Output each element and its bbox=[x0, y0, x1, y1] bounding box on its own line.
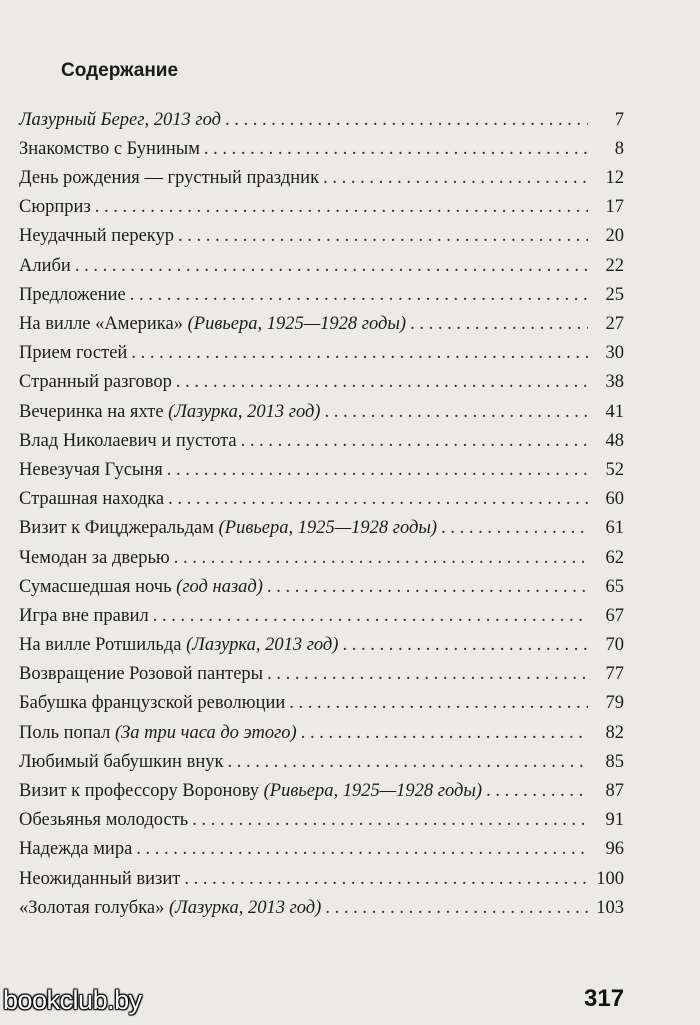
entry-title: Предложение bbox=[19, 284, 126, 305]
entry-page: 38 bbox=[605, 372, 624, 393]
entry-title: Неудачный перекур bbox=[19, 226, 175, 247]
dot-leader bbox=[130, 286, 588, 305]
entry-title: Надежда мира bbox=[19, 839, 133, 860]
entry-page: 82 bbox=[605, 722, 624, 743]
entry-page: 30 bbox=[605, 343, 624, 364]
entry-page: 8 bbox=[614, 138, 624, 159]
entry-title: Странный разговор bbox=[19, 372, 172, 393]
entry-title: Неожиданный визит bbox=[19, 868, 181, 889]
dot-leader bbox=[410, 315, 588, 334]
toc-entry bbox=[19, 452, 624, 481]
dot-leader bbox=[176, 373, 588, 392]
entry-page: 7 bbox=[614, 109, 624, 130]
dot-leader bbox=[168, 490, 588, 509]
dot-leader bbox=[204, 140, 588, 159]
entry-page: 96 bbox=[605, 839, 624, 860]
entry-title: «Золотая голубка» (Лазурка, 2013 год) bbox=[19, 897, 322, 918]
toc-entry bbox=[19, 277, 624, 306]
entry-title: Бабушка французской революции bbox=[19, 693, 286, 714]
dot-leader bbox=[178, 227, 588, 246]
watermark-logo: bookclub.by bbox=[3, 985, 142, 1015]
entry-title: Обезьянья молодость bbox=[19, 810, 189, 831]
dot-leader bbox=[167, 461, 588, 480]
toc-entry bbox=[19, 540, 624, 569]
entry-page: 60 bbox=[605, 489, 624, 510]
toc-entry bbox=[19, 248, 624, 277]
entry-title: Прием гостей bbox=[19, 343, 128, 364]
toc-entry bbox=[19, 598, 624, 627]
toc-entry bbox=[19, 890, 624, 919]
entry-title: Игра вне правил bbox=[19, 605, 149, 626]
dot-leader bbox=[342, 636, 588, 655]
entry-title: На вилле «Америка» (Ривьера, 1925—1928 годы) bbox=[19, 314, 407, 334]
dot-leader bbox=[325, 899, 588, 918]
toc-entry bbox=[19, 715, 624, 744]
dot-leader bbox=[225, 111, 588, 130]
entry-page: 25 bbox=[605, 284, 624, 305]
entry-title: Визит к профессору Воронову (Ривьера, 1925—1928 годы) bbox=[19, 781, 483, 801]
entry-page: 65 bbox=[605, 576, 624, 597]
entry-page: 79 bbox=[605, 693, 624, 714]
dot-leader bbox=[153, 607, 588, 626]
dot-leader bbox=[486, 782, 588, 801]
toc-entry bbox=[19, 832, 624, 861]
entry-title: Любимый бабушкин внук bbox=[19, 751, 224, 772]
dot-leader bbox=[323, 169, 588, 188]
toc-entry bbox=[19, 102, 624, 131]
table-of-contents bbox=[19, 102, 624, 919]
entry-page: 52 bbox=[605, 459, 624, 480]
entry-title: Чемодан за дверью bbox=[19, 547, 170, 568]
entry-page: 77 bbox=[605, 664, 624, 685]
entry-page: 22 bbox=[605, 255, 624, 276]
entry-page: 103 bbox=[596, 897, 624, 918]
toc-entry bbox=[19, 627, 624, 656]
toc-entry bbox=[19, 423, 624, 452]
entry-title: Знакомство с Буниным bbox=[19, 138, 200, 159]
entry-page: 20 bbox=[605, 226, 624, 247]
entry-title: Поль попал (За три часа до этого) bbox=[19, 722, 297, 743]
toc-entry bbox=[19, 686, 624, 715]
dot-leader bbox=[174, 549, 588, 568]
entry-title: Сумасшедшая ночь (год назад) bbox=[19, 576, 263, 597]
toc-entry bbox=[19, 744, 624, 773]
toc-entry bbox=[19, 511, 624, 540]
toc-entry bbox=[19, 336, 624, 365]
entry-page: 62 bbox=[605, 547, 624, 568]
entry-page: 100 bbox=[596, 868, 624, 889]
page-number: 317 bbox=[584, 985, 625, 1012]
dot-leader bbox=[227, 753, 588, 772]
dot-leader bbox=[184, 870, 588, 889]
entry-title: Визит к Фицджеральдам (Ривьера, 1925—1928 годы) bbox=[19, 518, 438, 539]
entry-page: 87 bbox=[605, 781, 624, 801]
entry-title: Вечеринка на яхте (Лазурка, 2013 год) bbox=[19, 401, 321, 422]
dot-leader bbox=[241, 432, 588, 451]
dot-leader bbox=[267, 665, 588, 684]
entry-title: Невезучая Гусыня bbox=[19, 459, 163, 480]
entry-title: Возвращение Розовой пантеры bbox=[19, 664, 264, 685]
entry-title: Влад Николаевич и пустота bbox=[19, 430, 237, 451]
entry-page: 67 bbox=[605, 605, 624, 626]
entry-page: 61 bbox=[605, 518, 624, 539]
entry-page: 48 bbox=[605, 430, 624, 451]
entry-page: 41 bbox=[605, 401, 624, 422]
dot-leader bbox=[301, 724, 588, 743]
entry-title: Сюрприз bbox=[19, 197, 91, 218]
entry-page: 12 bbox=[605, 168, 624, 189]
toc-entry bbox=[19, 481, 624, 510]
toc-entry bbox=[19, 569, 624, 598]
dot-leader bbox=[131, 344, 588, 363]
toc-entry bbox=[19, 773, 624, 802]
toc-entry bbox=[19, 131, 624, 160]
entry-page: 70 bbox=[605, 635, 624, 656]
toc-heading: Содержание bbox=[61, 60, 179, 81]
toc-entry bbox=[19, 190, 624, 219]
entry-title: Страшная находка bbox=[19, 489, 165, 510]
entry-page: 17 bbox=[605, 197, 624, 218]
toc-entry bbox=[19, 657, 624, 686]
dot-leader bbox=[192, 811, 588, 830]
toc-entry bbox=[19, 394, 624, 423]
dot-leader bbox=[267, 578, 588, 597]
entry-title: День рождения — грустный праздник bbox=[19, 168, 320, 189]
entry-title: Лазурный Берег, 2013 год bbox=[19, 109, 221, 130]
dot-leader bbox=[136, 840, 588, 859]
dot-leader bbox=[289, 694, 588, 713]
entry-title: Алиби bbox=[19, 255, 71, 276]
toc-entry bbox=[19, 219, 624, 248]
entry-page: 85 bbox=[605, 751, 624, 772]
dot-leader bbox=[95, 198, 588, 217]
dot-leader bbox=[324, 403, 588, 422]
toc-entry bbox=[19, 861, 624, 890]
toc-entry bbox=[19, 306, 624, 335]
toc-entry bbox=[19, 803, 624, 832]
toc-entry bbox=[19, 160, 624, 189]
entry-title: На вилле Ротшильда (Лазурка, 2013 год) bbox=[19, 635, 339, 656]
toc-entry bbox=[19, 365, 624, 394]
entry-page: 91 bbox=[605, 810, 624, 831]
dot-leader bbox=[441, 519, 588, 538]
dot-leader bbox=[75, 257, 588, 276]
entry-page: 27 bbox=[605, 314, 624, 334]
